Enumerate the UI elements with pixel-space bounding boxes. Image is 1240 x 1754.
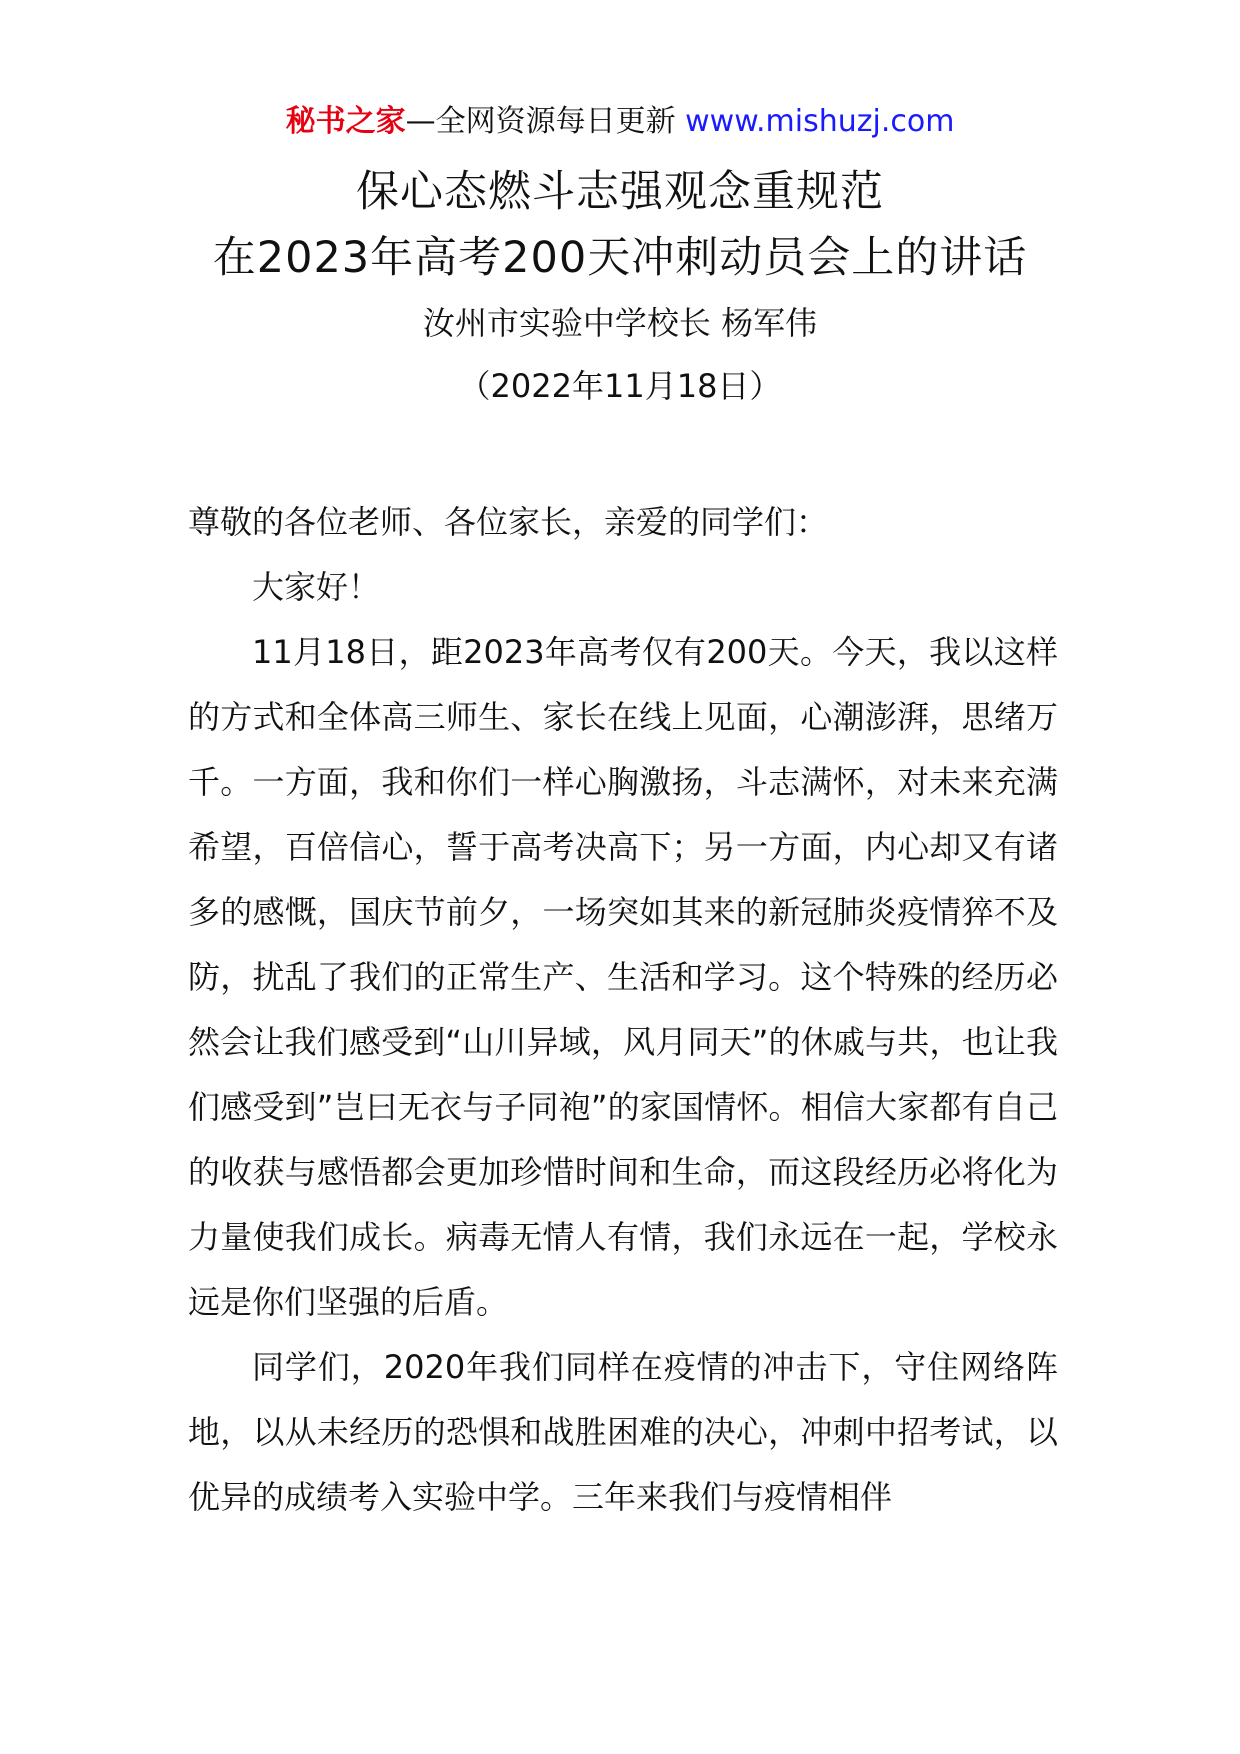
document-date: （2022年11月18日） [458,367,782,405]
salutation: 尊敬的各位老师、各位家长，亲爱的同学们： [188,503,829,541]
site-url-link[interactable]: www.mishuzj.com [685,104,955,139]
brand-name: 秘书之家 [285,104,406,139]
header-tagline: —全网资源每日更新 [405,104,676,139]
site-header [0,100,1240,144]
document-author: 汝州市实验中学校长 杨军伟 [422,304,818,342]
body-paragraph: 同学们，2020年我们同样在疫情的冲击下，守住网络阵地，以从未经历的恐惧和战胜困难的决心，冲刺中招考试，以优异的成绩考入实验中学。三年来我们与疫情相伴 [188,1348,1058,1516]
document-body [188,490,1058,1530]
document-title-line-1: 保心态燃斗志强观念重规范 [356,167,884,217]
body-paragraph: 11月18日，距2023年高考仅有200天。今天，我以这样的方式和全体高三师生、家长在线上见面，心潮澎湃，思绪万千。一方面，我和你们一样心胸激扬，斗志满怀，对未来充满希望，百倍信心，誓于高考决高下；另一方面，内心却又有诸多的感慨，国庆节前夕，一场突如其来的新冠肺炎疫情猝不及防，扰乱了我们的正常生产、生活和学习。这个特殊的经历必然会让我们感受到“山川异域，风月同天”的休戚与共，也让我们感受到”岂曰无衣与子同袍”的家国情怀。相信大家都有自己的收获与感悟都会更加珍惜时间和生命，而这段经历必将化为力量使我们成长。病毒无情人有情，我们永远在一起，学校永远是你们坚强的后盾。 [188,633,1058,1321]
document-title-line-2: 在2023年高考200天冲刺动员会上的讲话 [212,233,1028,283]
greeting: 大家好！ [252,568,381,606]
